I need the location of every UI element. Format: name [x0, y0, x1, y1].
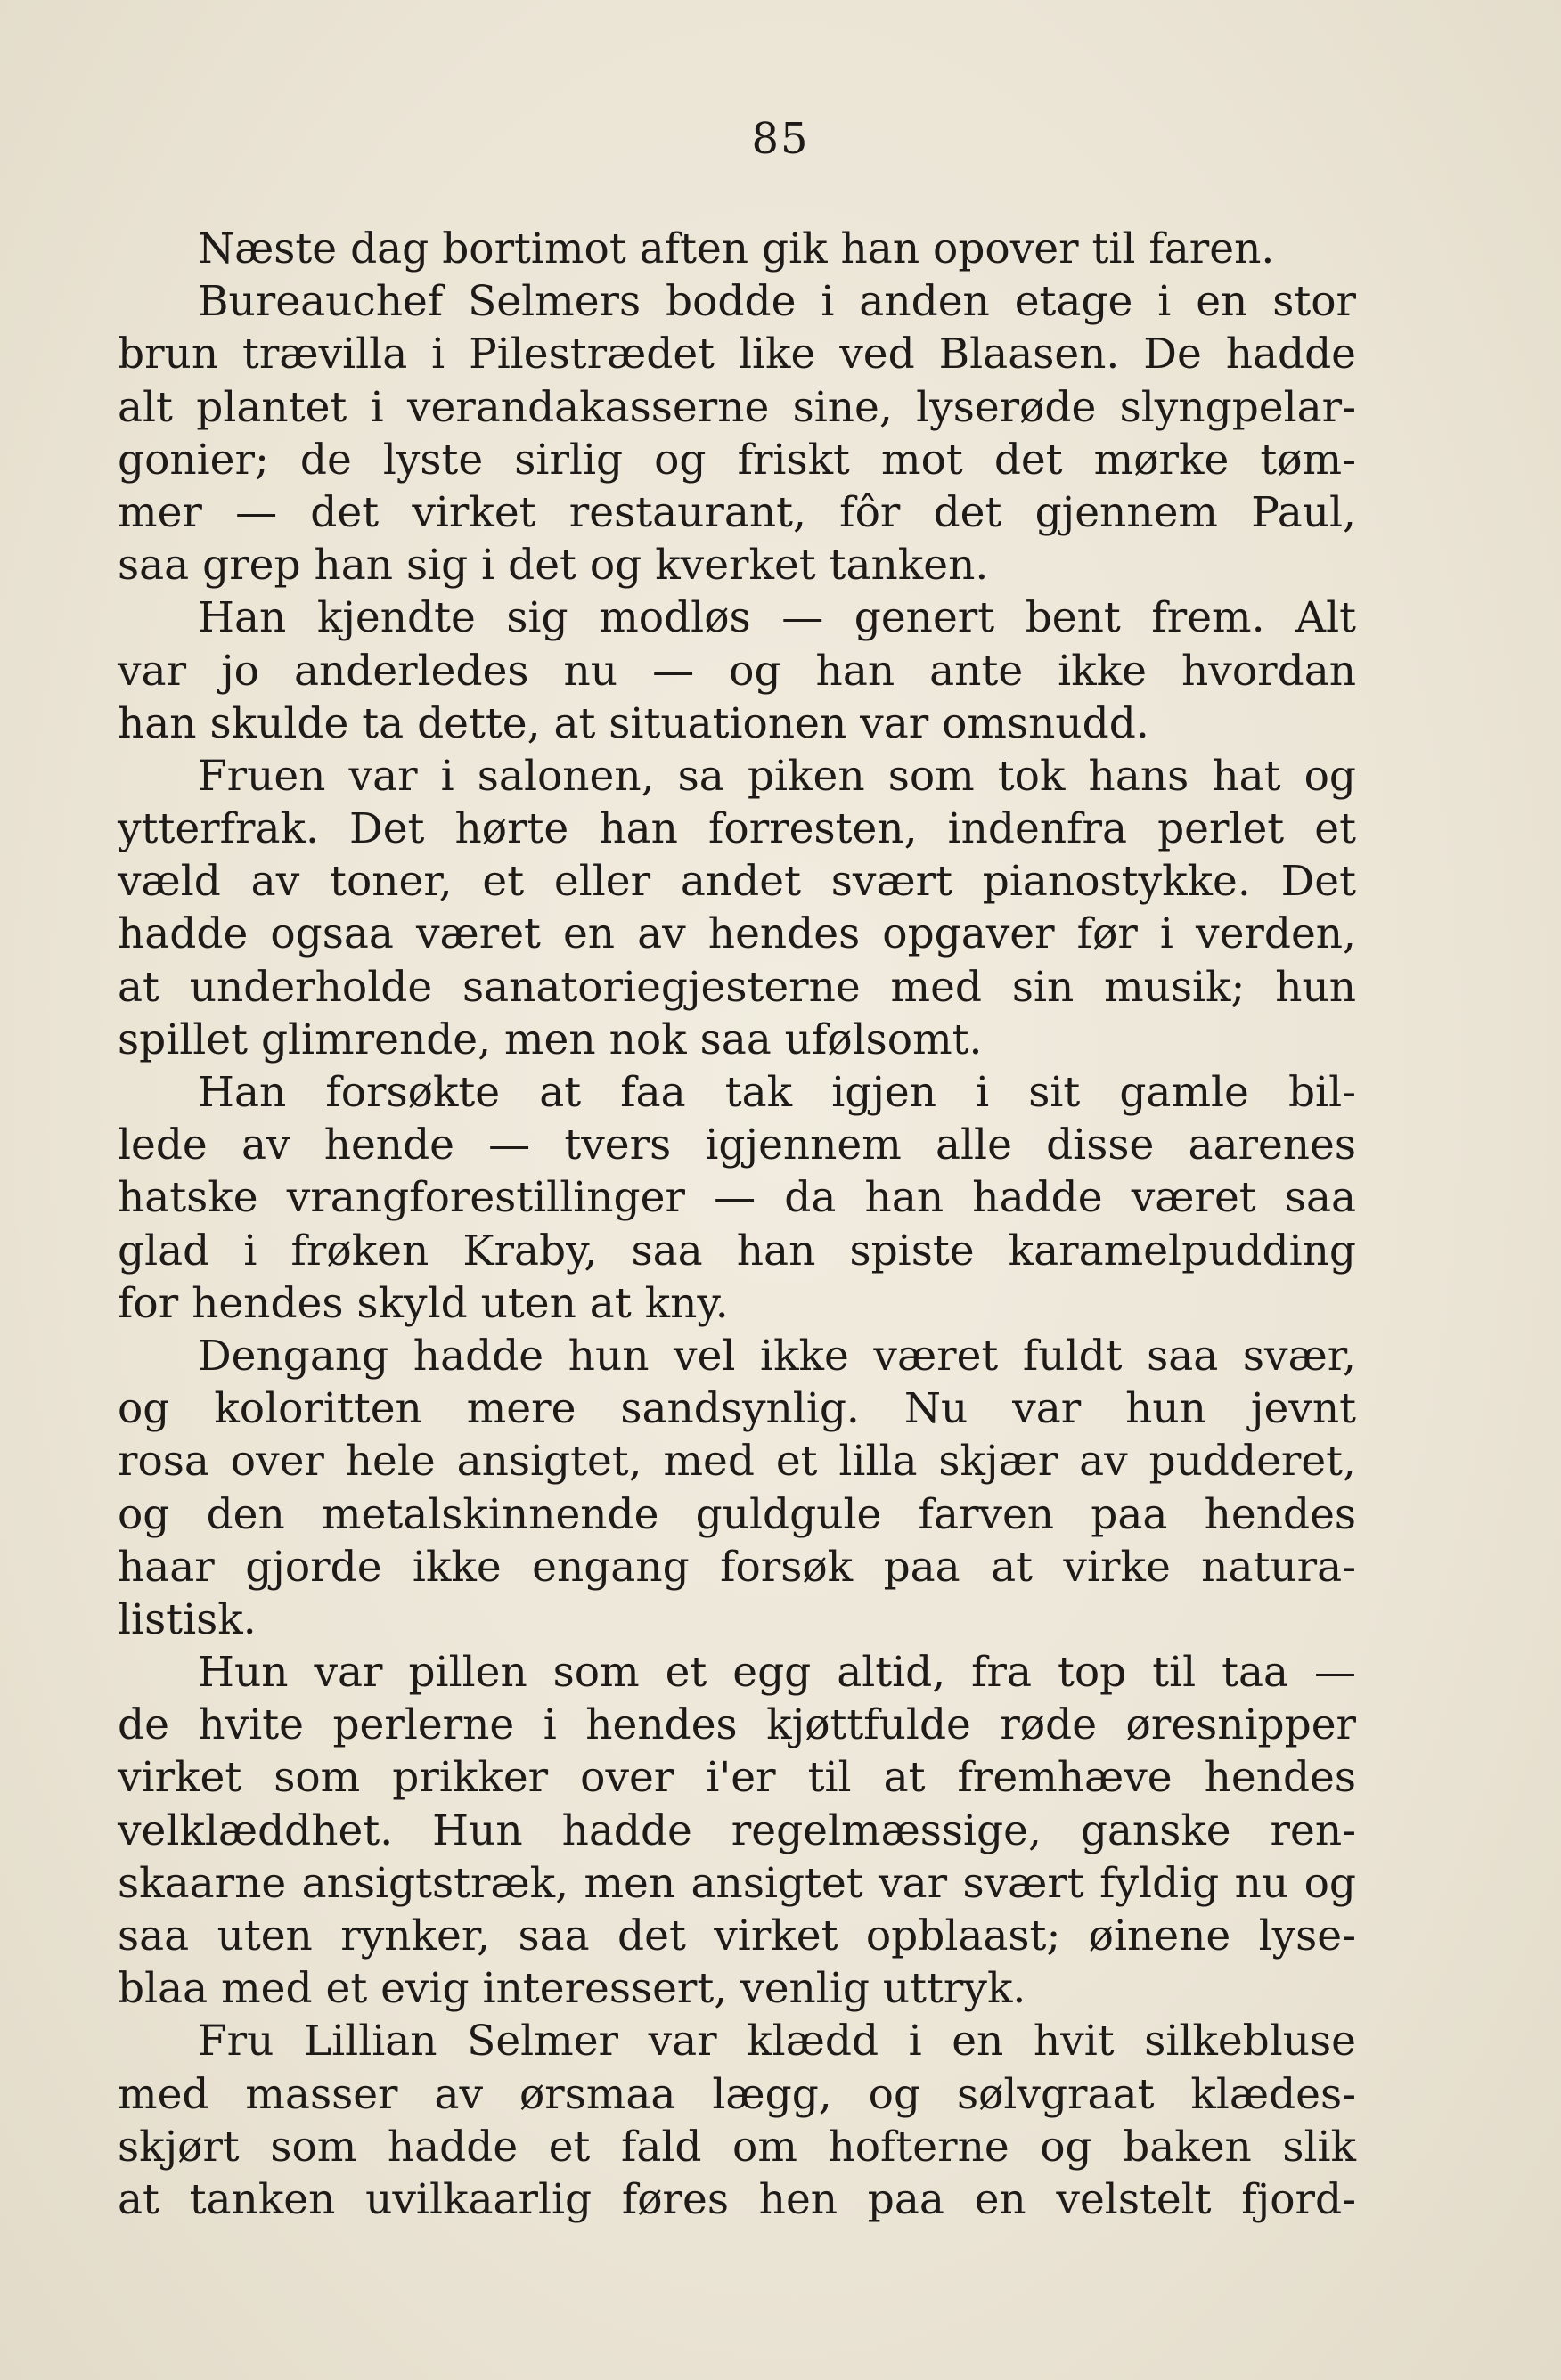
- text-line: han skulde ta dette, at situationen var omsnudd.: [118, 698, 1149, 748]
- text-line: glad i frøken Kraby, saa han spiste karamelpudding: [118, 1226, 1356, 1276]
- text-line: saa uten rynker, saa det virket opblaast; øinene lyse-: [118, 1911, 1356, 1960]
- text-line: listisk.: [118, 1594, 257, 1644]
- text-line: Næste dag bortimot aften gik han opover til faren.: [198, 224, 1275, 273]
- text-line: hadde ogsaa været en av hendes opgaver før i verden,: [118, 909, 1356, 959]
- text-line: hatske vrangforestillinger — da han hadde været saa: [118, 1173, 1356, 1223]
- text-line: med masser av ørsmaa lægg, og sølvgraat klædes-: [118, 2069, 1356, 2119]
- text-line: ytterfrak. Det hørte han forresten, indenfra perlet et: [118, 804, 1356, 854]
- text-line: spillet glimrende, men nok saa ufølsomt.: [118, 1015, 983, 1064]
- text-line: blaa med et evig interessert, venlig uttryk.: [118, 1964, 1026, 2014]
- text-line: alt plantet i verandakasserne sine, lyserøde slyngpelar-: [118, 382, 1356, 432]
- text-line: velklæddhet. Hun hadde regelmæssige, ganske ren-: [118, 1805, 1356, 1855]
- text-line: at underholde sanatoriegjesterne med sin musik; hun: [118, 962, 1356, 1012]
- text-line: haar gjorde ikke engang forsøk paa at virke natura-: [118, 1542, 1356, 1592]
- text-line: de hvite perlerne i hendes kjøttfulde røde øresnipper: [118, 1700, 1356, 1750]
- text-line: var jo anderledes nu — og han ante ikke hvordan: [118, 646, 1356, 696]
- text-line: for hendes skyld uten at kny.: [118, 1278, 729, 1328]
- text-line: skjørt som hadde et fald om hofterne og baken slik: [118, 2122, 1356, 2172]
- text-line: virket som prikker over i'er til at fremhæve hendes: [118, 1753, 1356, 1803]
- text-line: og koloritten mere sandsynlig. Nu var hun jevnt: [118, 1384, 1356, 1434]
- text-line: Han forsøkte at faa tak igjen i sit gamle bil-: [198, 1068, 1356, 1117]
- text-line: Bureauchef Selmers bodde i anden etage i en stor: [198, 277, 1356, 327]
- text-line: lede av hende — tvers igjennem alle disse aarenes: [118, 1121, 1356, 1170]
- text-line: gonier; de lyste sirlig og friskt mot det mørke tøm-: [118, 435, 1356, 485]
- text-line: at tanken uvilkaarlig føres hen paa en velstelt fjord-: [118, 2174, 1356, 2224]
- text-line: rosa over hele ansigtet, med et lilla skjær av pudderet,: [118, 1437, 1356, 1487]
- text-line: brun trævilla i Pilestrædet like ved Blaasen. De hadde: [118, 330, 1356, 379]
- text-line: Dengang hadde hun vel ikke været fuldt saa svær,: [198, 1331, 1356, 1381]
- text-line: Han kjendte sig modløs — genert bent frem. Alt: [198, 593, 1356, 643]
- text-line: og den metalskinnende guldgule farven paa hendes: [118, 1489, 1356, 1539]
- text-line: mer — det virket restaurant, fôr det gjennem Paul,: [118, 487, 1356, 537]
- text-line: Hun var pillen som et egg altid, fra top til taa —: [198, 1648, 1356, 1698]
- text-line: Fruen var i salonen, sa piken som tok hans hat og: [198, 751, 1356, 801]
- text-line: skaarne ansigtstræk, men ansigtet var svært fyldig nu og: [118, 1858, 1356, 1908]
- body-text: [118, 223, 1356, 2226]
- text-line: saa grep han sig i det og kverket tanken.: [118, 541, 989, 591]
- text-line: Fru Lillian Selmer var klædd i en hvit silkebluse: [198, 2017, 1356, 2066]
- page-number: 85: [751, 114, 810, 164]
- text-line: væld av toner, et eller andet svært pianostykke. Det: [118, 857, 1356, 907]
